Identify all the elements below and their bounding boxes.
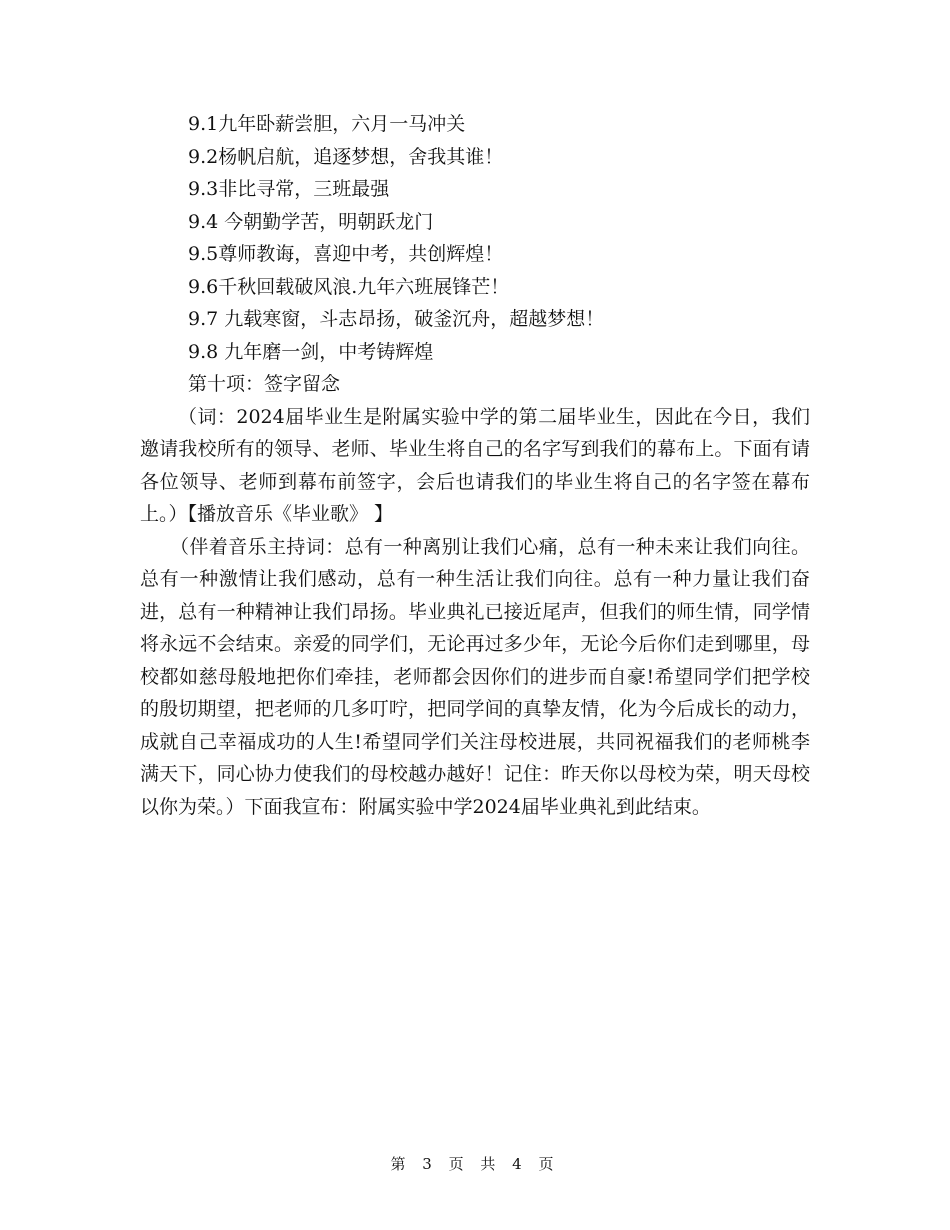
signing-paragraph: （词：2024届毕业生是附属实验中学的第二届毕业生，因此在今日，我们邀请我校所有的领导、老师、毕业生将自己的名字写到我们的幕布上。下面有请各位领导、老师到幕布前签字，会后也请我们的毕业生将自己的名字签在幕布上。）【播放音乐《毕业歌》 】	[140, 405, 810, 525]
slogan-item-1: 9.1九年卧薪尝胆，六月一马冲关	[188, 113, 466, 135]
slogan-item-2: 9.2杨帆启航，追逐梦想，舍我其谁！	[188, 145, 504, 168]
slogan-item-5: 9.5尊师教诲，喜迎中考，共创辉煌！	[188, 243, 504, 265]
slogan-item-3: 9.3非比寻常，三班最强	[188, 178, 390, 200]
page-number-footer: 第 3 页 共 4 页	[390, 1155, 560, 1173]
document-body	[140, 108, 810, 823]
section-title: 第十项：签字留念	[188, 373, 341, 395]
closing-paragraph: （伴着音乐主持词：总有一种离别让我们心痛，总有一种未来让我们向往。总有一种激情让我们感动，总有一种生活让我们向往。总有一种力量让我们奋进，总有一种精神让我们昂扬。毕业典礼已接近尾声，但我们的师生情，同学情将永远不会结束。亲爱的同学们，无论再过多少年，无论今后你们走到哪里，母校都如慈母般地把你们牵挂，老师都会因你们的进步而自豪!希望同学们把学校的殷切期望，把老师的几多叮咛，把同学间的真挚友情，化为今后成长的动力，成就自己幸福成功的人生!希望同学们关注母校进展，共同祝福我们的老师桃李满天下，同心协力使我们的母校越办越好！记住：昨天你以母校为荣，明天母校以你为荣。）下面我宣布：附属实验中学2024届毕业典礼到此结束。	[140, 535, 810, 818]
slogan-item-7: 9.7 九载寒窗，斗志昂扬，破釜沉舟，超越梦想！	[188, 308, 605, 330]
slogan-item-6: 9.6千秋回载破风浪.九年六班展锋芒！	[188, 275, 510, 298]
slogan-item-4: 9.4 今朝勤学苦，明朝跃龙门	[188, 210, 434, 233]
slogan-item-8: 9.8 九年磨一剑，中考铸辉煌	[188, 340, 434, 363]
